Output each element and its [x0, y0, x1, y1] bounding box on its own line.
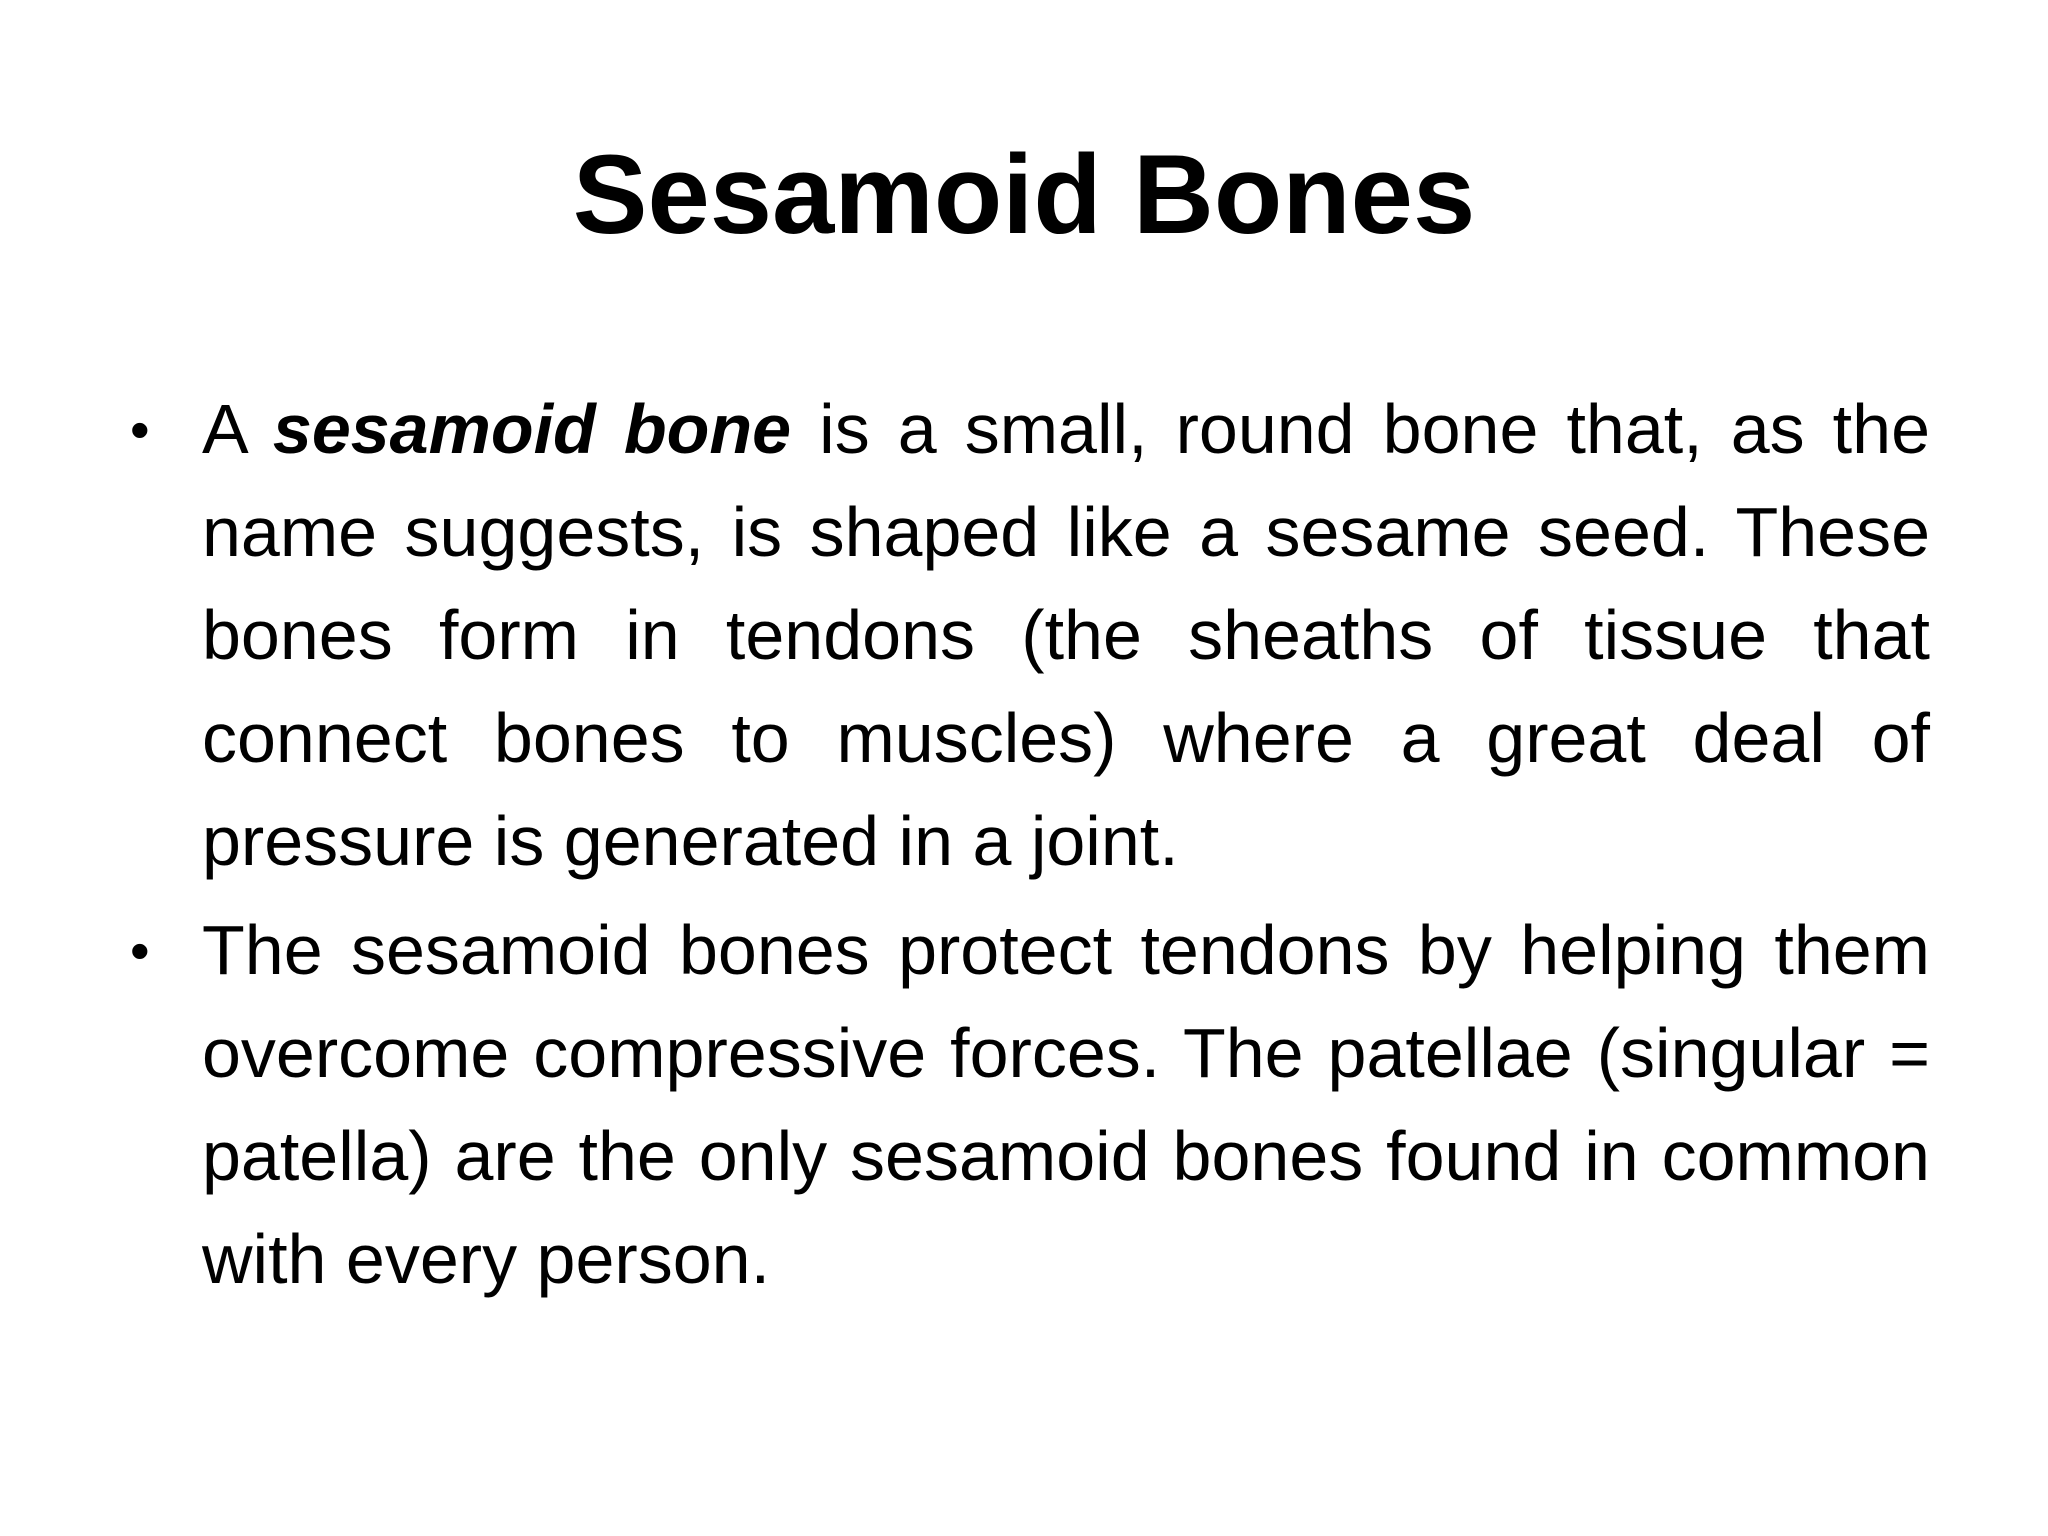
bullet-item-1 — [120, 378, 1930, 893]
bullet-1-prefix: A — [202, 390, 273, 468]
bullet-list — [120, 378, 1930, 1317]
bullet-item-2 — [120, 899, 1930, 1311]
bullet-text-1 — [202, 378, 1930, 893]
slide-title: Sesamoid Bones — [572, 132, 1476, 257]
term-sesamoid-bone: sesamoid bone — [272, 390, 792, 468]
bullet-1-body: is a small, round bone that, as the name suggests, is shaped like a sesame seed. These bones form in tendons (the sheaths of tissue that connect bones to muscles) where a great deal of pressure is generated in a joint. — [202, 390, 1930, 880]
bullet-icon: • — [130, 398, 150, 461]
bullet-icon: • — [130, 919, 150, 982]
bullet-text-2: The sesamoid bones protect tendons by helping them overcome compressive forces. The patellae (singular = patella) are the only sesamoid bones found in common with every person. — [202, 911, 1930, 1298]
